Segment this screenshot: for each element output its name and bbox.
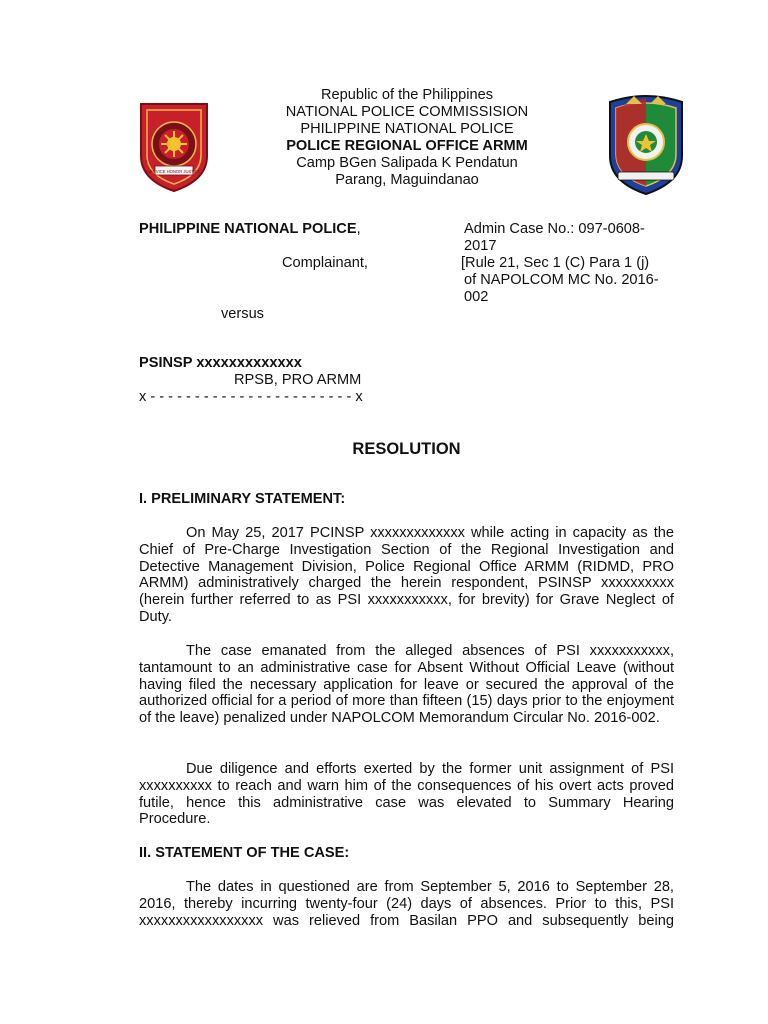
document-title: RESOLUTION — [352, 440, 461, 458]
seal-motto-text: SERVICE HONOR JUSTICE — [147, 169, 201, 174]
paragraph-preliminary-3: Due diligence and efforts exerted by the former unit assignment of PSI xxxxxxxxxx to reach and warn him of the consequences of his overt acts proved futile, hence this administrative case was elevated to Summary Hearing Procedure. — [139, 761, 674, 828]
case-number-line1: Admin Case No.: 097-0608- — [464, 221, 645, 237]
pnp-seal-logo — [135, 98, 213, 194]
header-napolcom: NATIONAL POLICE COMMISSISION — [285, 104, 529, 120]
section-heading-preliminary: I. PRELIMINARY STATEMENT: — [139, 491, 346, 507]
paragraph-preliminary-2: The case emanated from the alleged absences of PSI xxxxxxxxxxx, tantamount to an administrative case for Absent Without Official Leave (without having filed the necessary application for leave or secured the approval of the authorized official for a period of more than fifteen (15) days prior to the enjoyment of the leave) penalized under NAPOLCOM Memorandum Circular No. 2016-002. — [139, 643, 674, 727]
paragraph-statement-of-case-1: The dates in questioned are from September 5, 2016 to September 28, 2016, thereby incurring twenty-four (24) days of absences. Prior to this, PSI xxxxxxxxxxxxxxxxx was relieved from Basilan PPO and subsequently being — [139, 879, 674, 929]
complainant-role: Complainant, — [282, 255, 368, 271]
respondent-name: PSINSP xxxxxxxxxxxxx — [139, 355, 302, 371]
header-pro-armm: POLICE REGIONAL OFFICE ARMM — [286, 138, 528, 154]
paragraph-preliminary-1: On May 25, 2017 PCINSP xxxxxxxxxxxxx while acting in capacity as the Chief of Pre-Charge Investigation Section of the Regional Investigation and Detective Management Division, Police Regional Office ARMM (RIDMD, PRO ARMM) administratively charged the herein respondent, PSINSP xxxxxxxxxx (herein further referred to as PSI xxxxxxxxxxx, for brevity) for Grave Neglect of Duty. — [139, 525, 674, 625]
rule-line2: of NAPOLCOM MC No. 2016- — [464, 272, 659, 288]
header-republic: Republic of the Philippines — [321, 87, 493, 103]
header-pnp: PHILIPPINE NATIONAL POLICE — [300, 121, 514, 137]
rule-line1: [Rule 21, Sec 1 (C) Para 1 (j) — [461, 255, 650, 271]
complainant-name: PHILIPPINE NATIONAL POLICE — [139, 221, 357, 237]
header-camp: Camp BGen Salipada K Pendatun — [296, 155, 518, 171]
case-number-line2: 2017 — [464, 238, 497, 254]
complainant-name-line — [139, 221, 361, 238]
caption-separator: x - - - - - - - - - - - - - - - - - - - - - - - x — [139, 389, 363, 405]
pro-armm-seal-logo — [606, 92, 686, 196]
header-location: Parang, Maguindanao — [335, 172, 479, 188]
rule-line3: 002 — [464, 289, 489, 305]
versus-text: versus — [221, 306, 264, 322]
section-heading-statement-of-case: II. STATEMENT OF THE CASE: — [139, 845, 350, 861]
complainant-comma: , — [356, 221, 361, 237]
respondent-unit: RPSB, PRO ARMM — [234, 372, 362, 388]
